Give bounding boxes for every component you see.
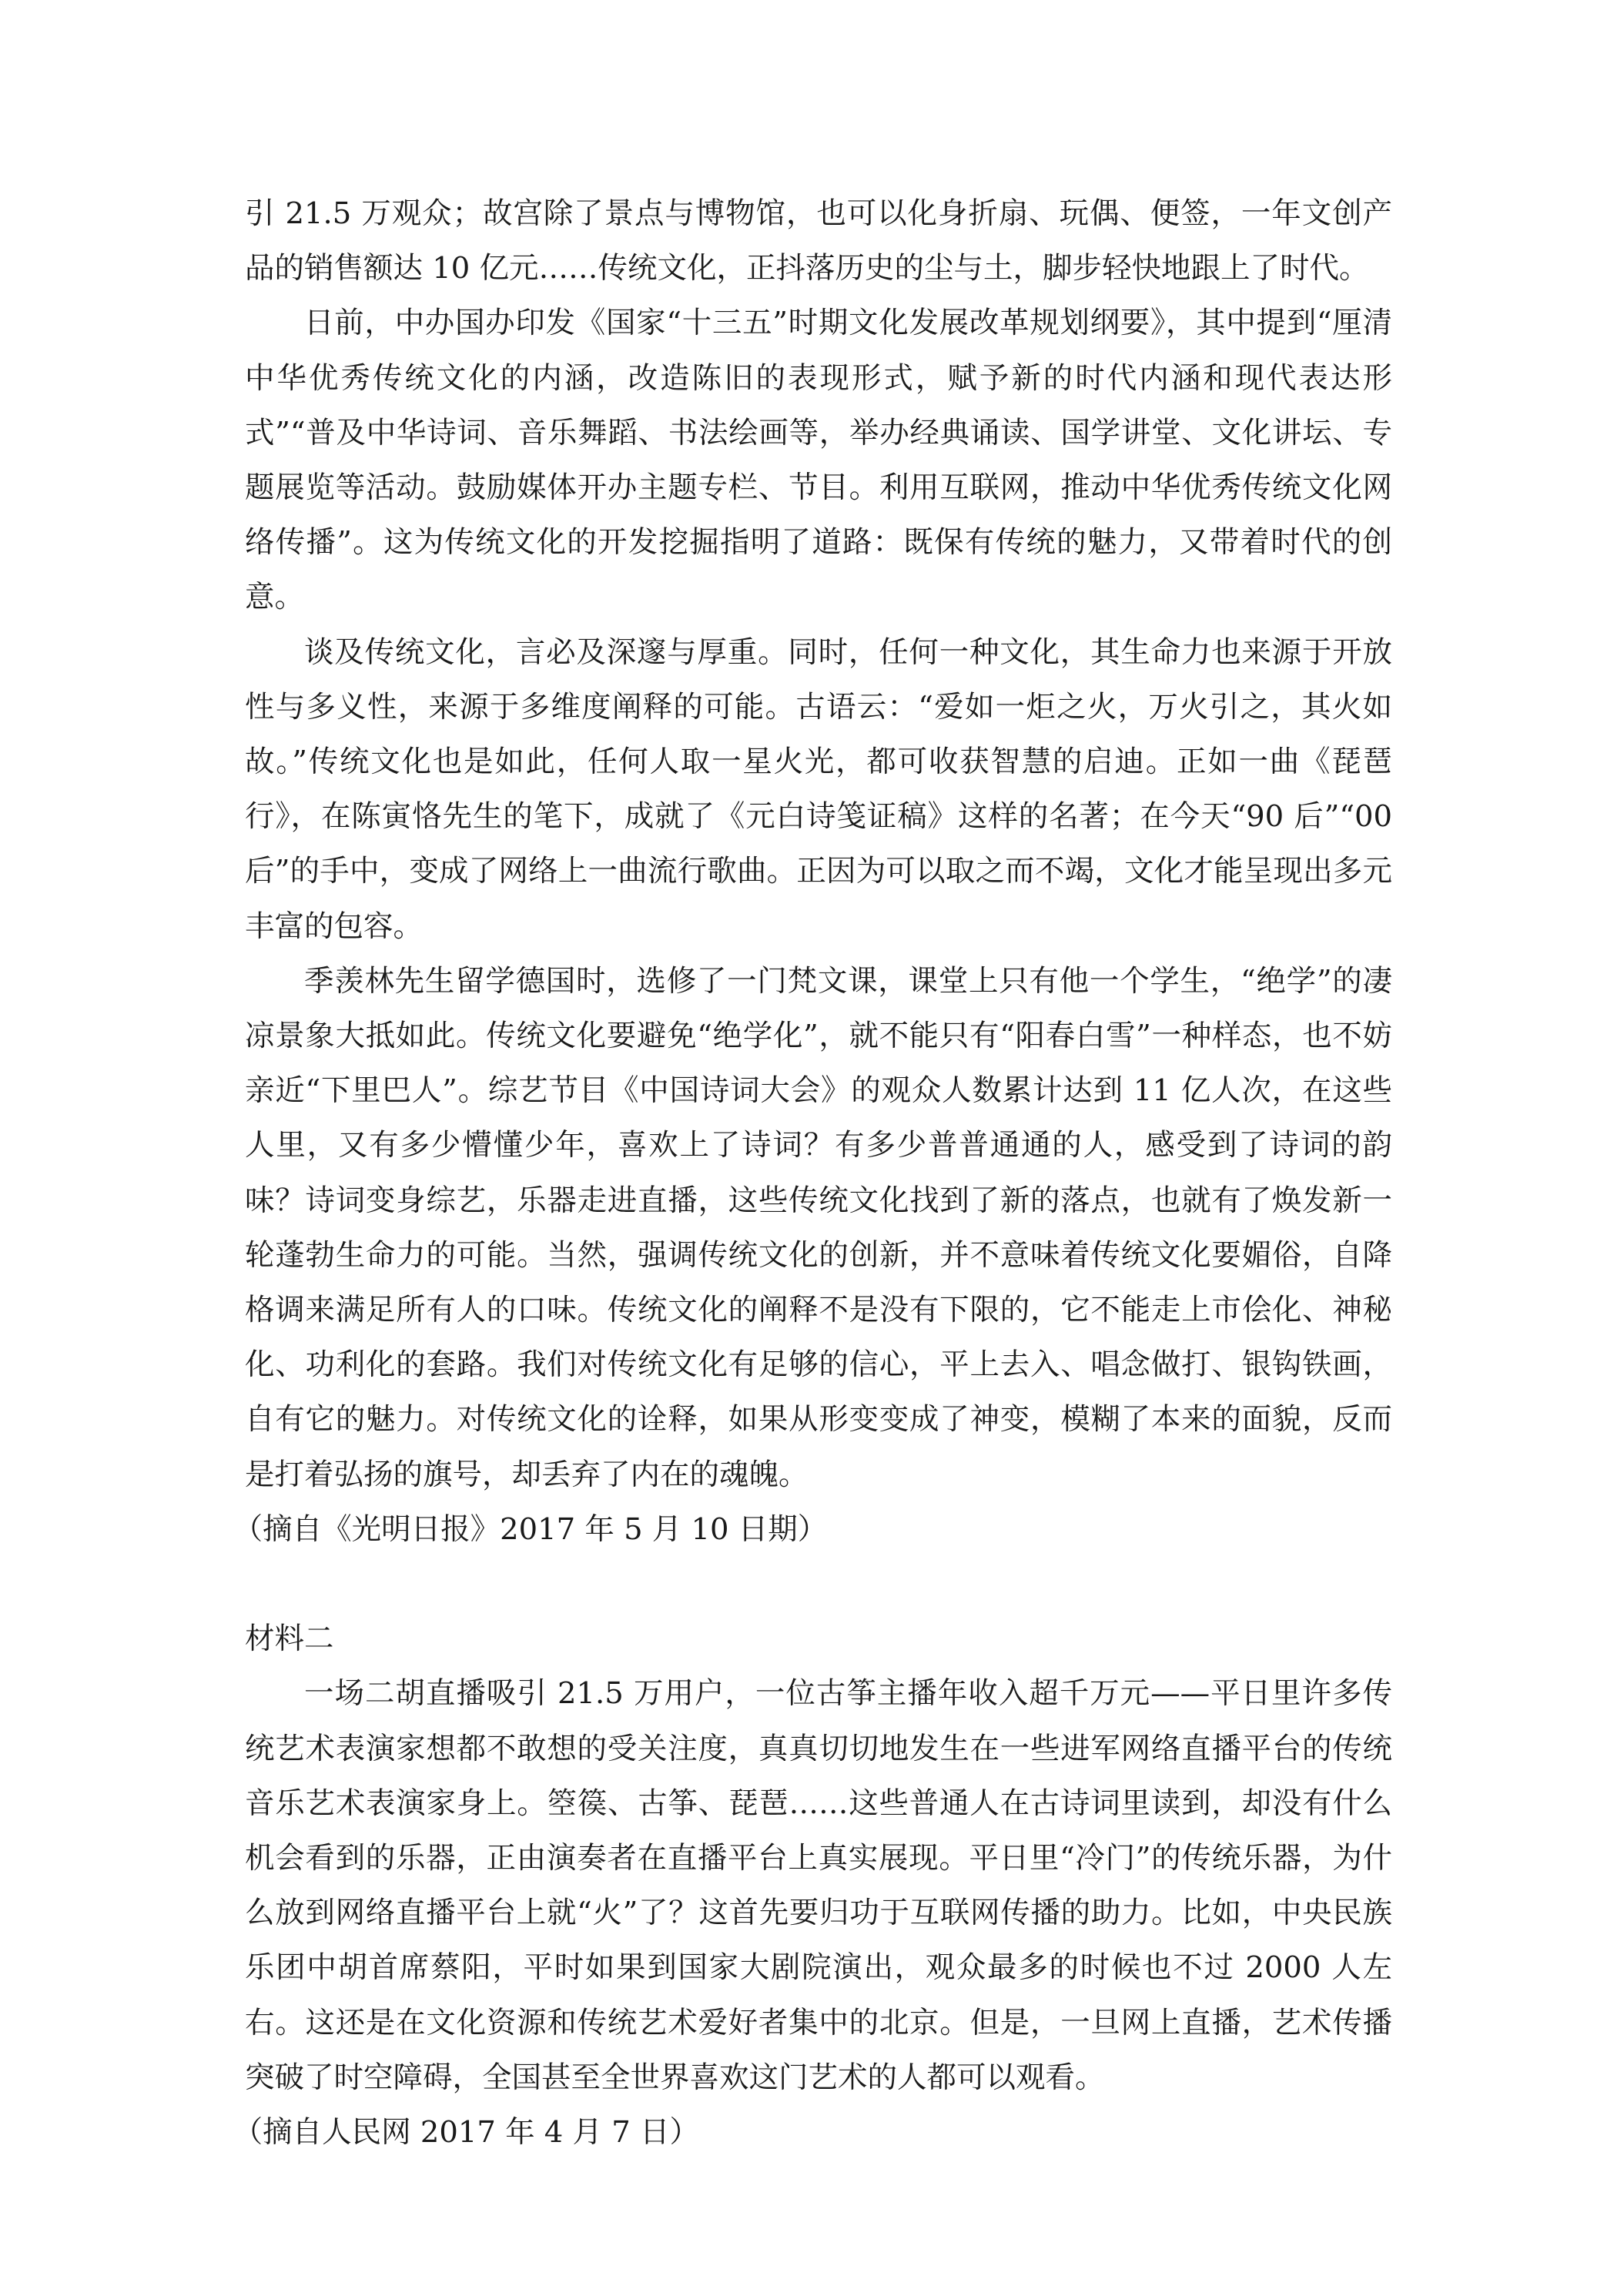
- document-body: [233, 186, 1392, 2160]
- paragraph-continued: 引 21.5 万观众；故宫除了景点与博物馆，也可以化身折扇、玩偶、便签，一年文创产品的销售额达 10 亿元……传统文化，正抖落历史的尘与土，脚步轻快地跟上了时代。: [245, 196, 1392, 286]
- paragraph-plan-outline: 日前，中办国办印发《国家“十三五”时期文化发展改革规划纲要》，其中提到“厘清中华优秀传统文化的内涵，改造陈旧的表现形式，赋予新的时代内涵和现代表达形式”“普及中华诗词、音乐舞蹈、书法绘画等，举办经典诵读、国学讲堂、文化讲坛、专题展览等活动。鼓励媒体开办主题专栏、节目。利用互联网，推动中华优秀传统文化网络传播”。这为传统文化的开发挖掘指明了道路：既保有传统的魅力，又带着时代的创意。: [245, 306, 1392, 615]
- section-title-material-two: 材料二: [245, 1622, 334, 1657]
- paragraph-ji-xianlin: 季羡林先生留学德国时，选修了一门梵文课，课堂上只有他一个学生，“绝学”的凄凉景象大抵如此。传统文化要避免“绝学化”，就不能只有“阳春白雪”一种样态，也不妨亲近“下里巴人”。综艺节目《中国诗词大会》的观众人数累计达到 11 亿人次，在这些人里，又有多少懵懂少年，喜欢上了诗词？有多少普普通通的人，感受到了诗词的韵味？诗词变身综艺，乐器走进直播，这些传统文化找到了新的落点，也就有了焕发新一轮蓬勃生命力的可能。当然，强调传统文化的创新，并不意味着传统文化要媚俗，自降格调来满足所有人的口味。传统文化的阐释不是没有下限的，它不能走上市侩化、神秘化、功利化的套路。我们对传统文化有足够的信心，平上去入、唱念做打、银钩铁画，自有它的魅力。对传统文化的诠释，如果从形变变成了神变，模糊了本来的面貌，反而是打着弘扬的旗号，却丢弃了内在的魂魄。: [245, 963, 1392, 1492]
- source-citation-people: （摘自人民网 2017 年 4 月 7 日）: [233, 2115, 700, 2150]
- section-spacer: [245, 1557, 1392, 1612]
- paragraph-openness: 谈及传统文化，言必及深邃与厚重。同时，任何一种文化，其生命力也来源于开放性与多义性，来源于多维度阐释的可能。古语云：“爱如一炬之火，万火引之，其火如故。”传统文化也是如此，任何人取一星火光，都可收获智慧的启迪。正如一曲《琵琶行》，在陈寅恪先生的笔下，成就了《元白诗笺证稿》这样的名著；在今天“90 后”“00 后”的手中，变成了网络上一曲流行歌曲。正因为可以取之而不竭，文化才能呈现出多元丰富的包容。: [245, 634, 1392, 944]
- paragraph-livestream: 一场二胡直播吸引 21.5 万用户，一位古筝主播年收入超千万元——平日里许多传统艺术表演家想都不敢想的受关注度，真真切切地发生在一些进军网络直播平台的传统音乐艺术表演家身上。箜篌、古筝、琵琶……这些普通人在古诗词里读到，却没有什么机会看到的乐器，正由演奏者在直播平台上真实展现。平日里“冷门”的传统乐器，为什么放到网络直播平台上就“火”了？这首先要归功于互联网传播的助力。比如，中央民族乐团中胡首席蔡阳，平时如果到国家大剧院演出，观众最多的时候也不过 2000 人左右。这还是在文化资源和传统艺术爱好者集中的北京。但是，一旦网上直播，艺术传播突破了时空障碍，全国甚至全世界喜欢这门艺术的人都可以观看。: [245, 1676, 1392, 2095]
- source-citation-guangming: （摘自《光明日报》2017 年 5 月 10 日期）: [233, 1511, 828, 1547]
